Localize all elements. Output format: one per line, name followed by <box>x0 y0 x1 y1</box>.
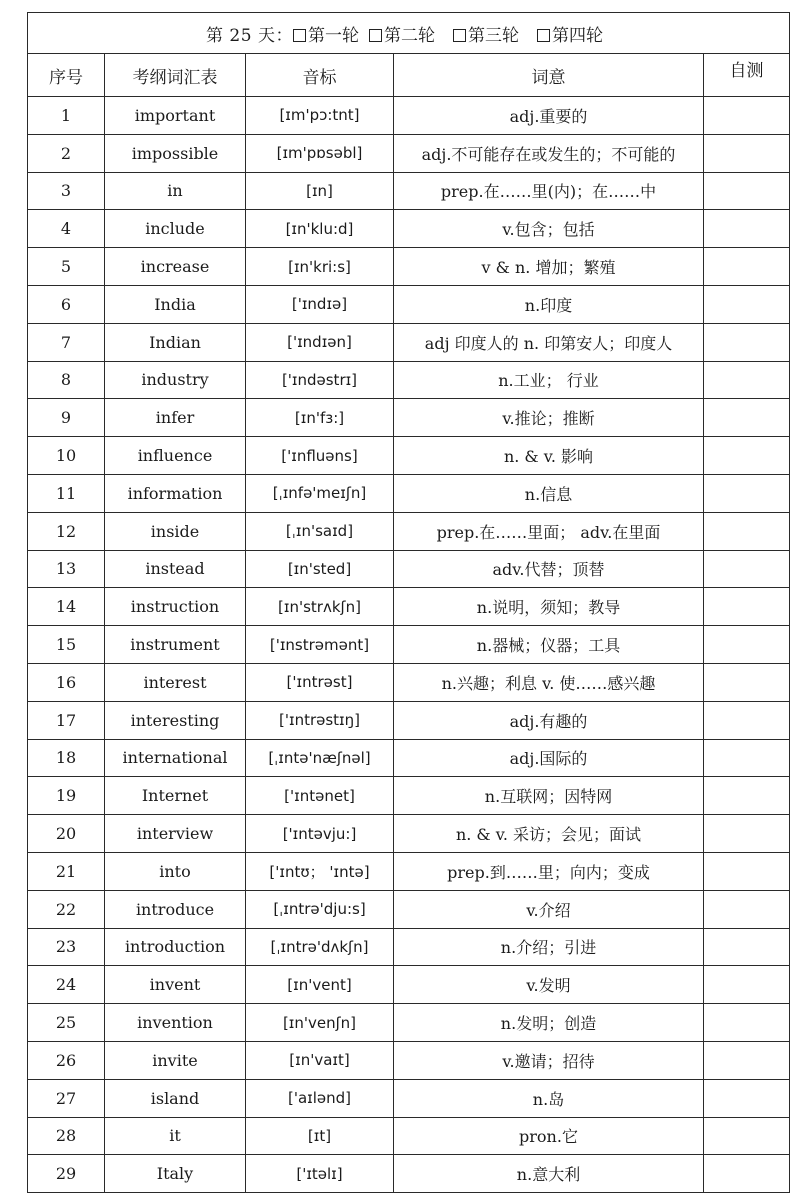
row-meaning: prep.在……里(内)；在……中 <box>394 172 704 210</box>
header-phonetic: 音标 <box>246 54 394 97</box>
row-meaning: n.岛 <box>394 1079 704 1117</box>
row-word: instead <box>105 550 246 588</box>
row-index: 17 <box>28 701 105 739</box>
row-index: 3 <box>28 172 105 210</box>
vocabulary-sheet <box>27 12 789 1193</box>
day-label: 第 25 天： <box>206 25 293 46</box>
row-phonetic: [ɪn'vaɪt] <box>246 1041 394 1079</box>
row-word: into <box>105 852 246 890</box>
row-index: 8 <box>28 361 105 399</box>
row-phonetic: [ˌɪnfə'meɪʃn] <box>246 474 394 512</box>
row-index: 25 <box>28 1004 105 1042</box>
row-index: 14 <box>28 588 105 626</box>
row-self-test-cell[interactable] <box>704 474 790 512</box>
row-meaning: n.印度 <box>394 285 704 323</box>
table-row <box>28 890 790 928</box>
row-word: information <box>105 474 246 512</box>
row-phonetic: ['ɪntrəstɪŋ] <box>246 701 394 739</box>
row-word: inside <box>105 512 246 550</box>
row-phonetic: ['ɪndɪən] <box>246 323 394 361</box>
round-checkbox-2[interactable] <box>369 21 435 46</box>
table-row <box>28 210 790 248</box>
table-row <box>28 550 790 588</box>
table-row <box>28 437 790 475</box>
row-meaning: adj.不可能存在或发生的；不可能的 <box>394 134 704 172</box>
row-phonetic: [ɪn'vent] <box>246 966 394 1004</box>
row-self-test-cell[interactable] <box>704 134 790 172</box>
row-word: Internet <box>105 777 246 815</box>
row-self-test-cell[interactable] <box>704 1117 790 1155</box>
row-index: 23 <box>28 928 105 966</box>
row-self-test-cell[interactable] <box>704 852 790 890</box>
row-self-test-cell[interactable] <box>704 399 790 437</box>
row-index: 13 <box>28 550 105 588</box>
row-index: 26 <box>28 1041 105 1079</box>
row-word: island <box>105 1079 246 1117</box>
row-meaning: adj 印度人的 n. 印第安人；印度人 <box>394 323 704 361</box>
row-index: 6 <box>28 285 105 323</box>
row-meaning: n.发明；创造 <box>394 1004 704 1042</box>
row-meaning: v.推论；推断 <box>394 399 704 437</box>
row-index: 19 <box>28 777 105 815</box>
row-phonetic: [ˌɪntrə'dju:s] <box>246 890 394 928</box>
row-index: 10 <box>28 437 105 475</box>
table-row <box>28 512 790 550</box>
row-word: invention <box>105 1004 246 1042</box>
table-row <box>28 474 790 512</box>
table-row <box>28 399 790 437</box>
row-self-test-cell[interactable] <box>704 97 790 135</box>
row-self-test-cell[interactable] <box>704 512 790 550</box>
row-word: increase <box>105 248 246 286</box>
header-index: 序号 <box>28 54 105 97</box>
row-meaning: n.说明，须知；教导 <box>394 588 704 626</box>
row-index: 9 <box>28 399 105 437</box>
table-row <box>28 626 790 664</box>
row-index: 15 <box>28 626 105 664</box>
row-meaning: prep.到……里；向内；变成 <box>394 852 704 890</box>
row-phonetic: ['ɪntrəst] <box>246 663 394 701</box>
row-word: it <box>105 1117 246 1155</box>
row-word: invent <box>105 966 246 1004</box>
row-phonetic: [ˌɪn'saɪd] <box>246 512 394 550</box>
row-word: invite <box>105 1041 246 1079</box>
row-phonetic: ['aɪlənd] <box>246 1079 394 1117</box>
row-meaning: adj.重要的 <box>394 97 704 135</box>
row-word: introduction <box>105 928 246 966</box>
row-self-test-cell[interactable] <box>704 437 790 475</box>
row-meaning: n. & v. 影响 <box>394 437 704 475</box>
row-phonetic: ['ɪndəstrɪ] <box>246 361 394 399</box>
row-word: international <box>105 739 246 777</box>
row-self-test-cell[interactable] <box>704 928 790 966</box>
row-meaning: n.工业； 行业 <box>394 361 704 399</box>
round-checkbox-3[interactable] <box>453 21 519 46</box>
row-index: 28 <box>28 1117 105 1155</box>
table-row <box>28 285 790 323</box>
checkbox-icon[interactable] <box>537 29 550 42</box>
row-self-test-cell[interactable] <box>704 248 790 286</box>
row-index: 27 <box>28 1079 105 1117</box>
row-self-test-cell[interactable] <box>704 966 790 1004</box>
row-phonetic: ['ɪnstrəmənt] <box>246 626 394 664</box>
table-row <box>28 928 790 966</box>
row-self-test-cell[interactable] <box>704 550 790 588</box>
row-index: 16 <box>28 663 105 701</box>
row-phonetic: ['ɪntʊ； 'ɪntə] <box>246 852 394 890</box>
row-word: infer <box>105 399 246 437</box>
row-self-test-cell[interactable] <box>704 1004 790 1042</box>
row-index: 24 <box>28 966 105 1004</box>
row-meaning: v.包含；包括 <box>394 210 704 248</box>
row-self-test-cell[interactable] <box>704 890 790 928</box>
row-phonetic: [ɪn'fɜ:] <box>246 399 394 437</box>
row-self-test-cell[interactable] <box>704 1079 790 1117</box>
table-row <box>28 739 790 777</box>
row-index: 1 <box>28 97 105 135</box>
row-self-test-cell[interactable] <box>704 1155 790 1193</box>
row-self-test-cell[interactable] <box>704 663 790 701</box>
row-word: important <box>105 97 246 135</box>
row-phonetic: [ɪn'klu:d] <box>246 210 394 248</box>
table-row <box>28 966 790 1004</box>
row-phonetic: ['ɪtəlɪ] <box>246 1155 394 1193</box>
row-self-test-cell[interactable] <box>704 815 790 853</box>
row-self-test-cell[interactable] <box>704 1041 790 1079</box>
header-row <box>28 54 790 97</box>
day-title <box>28 13 790 54</box>
row-index: 12 <box>28 512 105 550</box>
row-meaning: pron.它 <box>394 1117 704 1155</box>
row-phonetic: [ɪn'venʃn] <box>246 1004 394 1042</box>
row-self-test-cell[interactable] <box>704 210 790 248</box>
row-word: instruction <box>105 588 246 626</box>
table-row <box>28 248 790 286</box>
row-self-test-cell[interactable] <box>704 777 790 815</box>
table-row <box>28 852 790 890</box>
row-phonetic: [ɪm'pɔ:tnt] <box>246 97 394 135</box>
row-index: 5 <box>28 248 105 286</box>
title-row <box>28 13 790 54</box>
row-index: 4 <box>28 210 105 248</box>
row-word: interview <box>105 815 246 853</box>
row-phonetic: ['ɪntənet] <box>246 777 394 815</box>
table-row <box>28 815 790 853</box>
header-word: 考纲词汇表 <box>105 54 246 97</box>
row-meaning: v.发明 <box>394 966 704 1004</box>
row-word: industry <box>105 361 246 399</box>
row-index: 2 <box>28 134 105 172</box>
round-checkbox-4[interactable] <box>537 21 603 46</box>
row-phonetic: [ɪn'kri:s] <box>246 248 394 286</box>
table-row <box>28 1004 790 1042</box>
row-phonetic: [ɪn'strʌkʃn] <box>246 588 394 626</box>
row-word: include <box>105 210 246 248</box>
row-word: Italy <box>105 1155 246 1193</box>
round-label: 第四轮 <box>551 25 603 46</box>
row-phonetic: ['ɪndɪə] <box>246 285 394 323</box>
row-word: interest <box>105 663 246 701</box>
row-phonetic: [ɪm'pɒsəbl] <box>246 134 394 172</box>
checkbox-icon[interactable] <box>369 29 382 42</box>
row-word: Indian <box>105 323 246 361</box>
table-row <box>28 588 790 626</box>
row-meaning: n.器械；仪器；工具 <box>394 626 704 664</box>
row-meaning: prep.在……里面； adv.在里面 <box>394 512 704 550</box>
table-row <box>28 1117 790 1155</box>
row-index: 21 <box>28 852 105 890</box>
row-self-test-cell[interactable] <box>704 588 790 626</box>
row-index: 7 <box>28 323 105 361</box>
round-label: 第一轮 <box>307 25 359 46</box>
row-self-test-cell[interactable] <box>704 739 790 777</box>
row-meaning: n. & v. 采访；会见；面试 <box>394 815 704 853</box>
table-row <box>28 1041 790 1079</box>
row-index: 18 <box>28 739 105 777</box>
row-meaning: v.邀请；招待 <box>394 1041 704 1079</box>
row-self-test-cell[interactable] <box>704 285 790 323</box>
row-word: influence <box>105 437 246 475</box>
row-word: in <box>105 172 246 210</box>
checkbox-icon[interactable] <box>293 29 306 42</box>
row-index: 11 <box>28 474 105 512</box>
row-phonetic: ['ɪntəvju:] <box>246 815 394 853</box>
round-checkbox-1[interactable] <box>293 26 359 46</box>
header-meaning: 词意 <box>394 54 704 97</box>
table-row <box>28 1079 790 1117</box>
table-row <box>28 97 790 135</box>
row-meaning: v.介绍 <box>394 890 704 928</box>
row-phonetic: [ˌɪntə'næʃnəl] <box>246 739 394 777</box>
row-self-test-cell[interactable] <box>704 626 790 664</box>
table-row <box>28 361 790 399</box>
header-self-test: 自测 <box>704 54 790 97</box>
row-word: impossible <box>105 134 246 172</box>
round-label: 第三轮 <box>467 25 519 46</box>
row-self-test-cell[interactable] <box>704 361 790 399</box>
row-meaning: adj.国际的 <box>394 739 704 777</box>
row-meaning: adj.有趣的 <box>394 701 704 739</box>
row-self-test-cell[interactable] <box>704 701 790 739</box>
table-row <box>28 701 790 739</box>
row-meaning: n.信息 <box>394 474 704 512</box>
row-self-test-cell[interactable] <box>704 323 790 361</box>
row-phonetic: ['ɪnfluəns] <box>246 437 394 475</box>
row-word: India <box>105 285 246 323</box>
row-meaning: n.意大利 <box>394 1155 704 1193</box>
table-row <box>28 1155 790 1193</box>
table-row <box>28 172 790 210</box>
table-row <box>28 777 790 815</box>
row-word: interesting <box>105 701 246 739</box>
row-index: 29 <box>28 1155 105 1193</box>
row-meaning: adv.代替；顶替 <box>394 550 704 588</box>
row-meaning: n.兴趣；利息 v. 使……感兴趣 <box>394 663 704 701</box>
row-meaning: n.介绍；引进 <box>394 928 704 966</box>
row-index: 20 <box>28 815 105 853</box>
table-row <box>28 323 790 361</box>
round-label: 第二轮 <box>383 25 435 46</box>
row-word: introduce <box>105 890 246 928</box>
row-word: instrument <box>105 626 246 664</box>
row-meaning: n.互联网；因特网 <box>394 777 704 815</box>
row-phonetic: [ˌɪntrə'dʌkʃn] <box>246 928 394 966</box>
row-index: 22 <box>28 890 105 928</box>
row-meaning: v & n. 增加；繁殖 <box>394 248 704 286</box>
table-row <box>28 663 790 701</box>
vocabulary-table <box>27 12 790 1193</box>
row-self-test-cell[interactable] <box>704 172 790 210</box>
row-phonetic: [ɪn'sted] <box>246 550 394 588</box>
checkbox-icon[interactable] <box>453 29 466 42</box>
table-row <box>28 134 790 172</box>
row-phonetic: [ɪt] <box>246 1117 394 1155</box>
row-phonetic: [ɪn] <box>246 172 394 210</box>
